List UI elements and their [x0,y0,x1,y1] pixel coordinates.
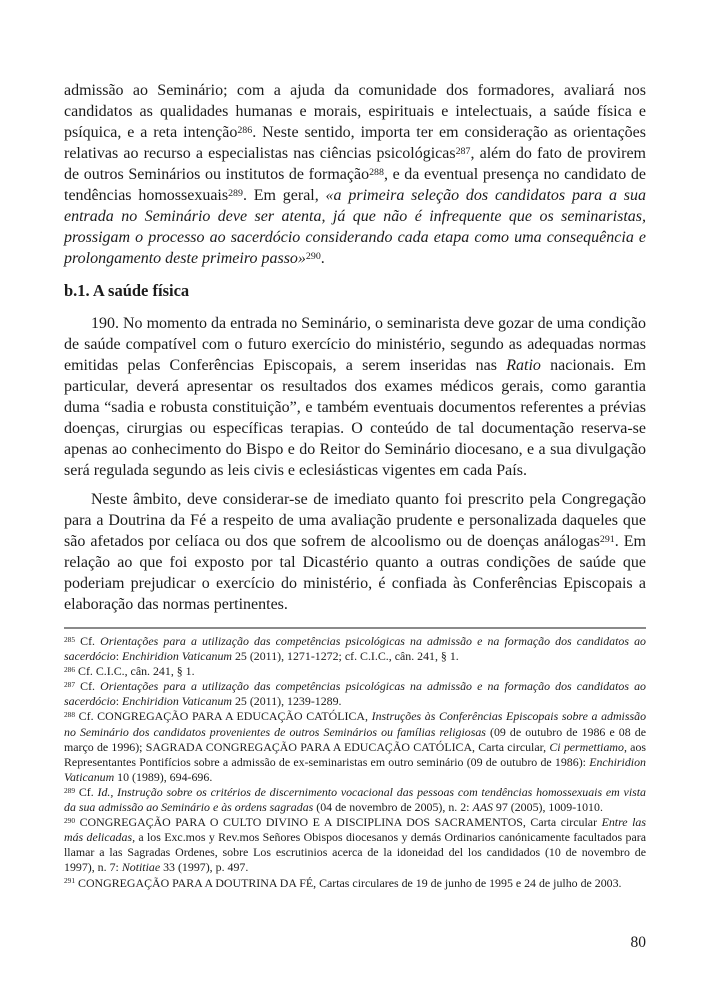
footnote-ref: 286 [237,124,253,136]
text-segment: Ratio [506,357,541,374]
text-segment: 33 (1997), p. 497. [160,860,249,875]
paragraph-neste-ambito [64,489,646,615]
paragraph-continuation [64,80,646,269]
text-segment: a los Exc.mos y Rev.mos Señores Obispos diocesanos y demás Ordinarios canónicamente facultados para llamar a las Sagradas Ordenes, sobre Los escrutinios acerca de la idoneidad del los candidados (10 de novembro de 1997), n. 7: [64,830,646,875]
footnote-ref: 290 [305,250,321,262]
footnote-ref: 286 [64,664,76,674]
text-segment: Cf. [75,679,101,694]
text-segment: Neste âmbito, deve considerar-se de imediato quanto foi prescrito pela Congregação para a Doutrina da Fé a respeito de uma avaliação prudente e personalizada daqueles que são afetados por celíaca ou dos que sofrem de alcoolismo ou de doenças análogas [64,491,646,550]
section-heading: b.1. A saúde física [64,281,190,300]
footnote-ref: 288 [64,710,76,720]
footnote-285 [64,634,646,664]
text-segment: Id., Instrução sobre os critérios de discernimento vocacional das pessoas com tendências homossexuais em vista da sua admissão ao Seminário e às ordens sagradas [64,784,647,815]
text-segment: Enchiridion Vaticanum [122,649,232,664]
text-segment: Cf. CONGREGAÇÃO PARA A EDUCAÇÃO CATÓLICA, [75,709,372,724]
text-segment: 25 (2011), 1271-1272; cf. C.I.C., cân. 241, § 1. [232,649,459,664]
text-segment: AAS [472,800,493,815]
text-segment: Enchiridion Vaticanum [64,754,646,784]
footnote-289 [64,785,646,815]
text-segment: . Em geral, [242,187,326,204]
footnote-ref: 290 [64,815,76,825]
footnote-291 [64,876,646,891]
footnote-ref: 288 [369,166,384,178]
text-segment: Entre las más delicadas, [64,815,646,845]
text-segment: admissão ao Seminário; com a ajuda da comunidade dos formadores, avaliará nos candidatos as qualidades humanas e morais, espirituais e intelectuais, a saúde física e psíquica, e a reta intenção [64,82,646,141]
text-segment: Enchiridion Vaticanum [122,694,232,709]
text-segment: 97 (2005), 1009-1010. [492,800,603,815]
text-segment: «a primeira seleção dos candidatos para a sua entrada no Seminário deve ser atenta, já que não é infrequente que os seminaristas, prossigam o processo ao sacerdócio considerando cada etapa como uma consequência e prolongamento deste primeiro passo» [64,187,646,267]
paragraph-190 [64,313,646,481]
text-segment: , aos Representantes Pontifícios sobre a admissão de ex-seminaristas em outro seminário (09 de outubro de 1986): [64,739,647,769]
text-segment: : [115,694,123,709]
footnote-ref: 289 [228,187,243,199]
footnote-ref: 289 [64,785,76,795]
footnote-ref: 287 [455,145,471,157]
text-segment: . Em relação ao que foi exposto por tal Dicastério quanto a outras condições de saúde que poderiam prejudicar o exercício do ministério, é confiada às Conferências Episcopais a elaboração das normas pertinentes. [64,533,646,613]
text-segment: CONGREGAÇÃO PARA O CULTO DIVINO E A DISCIPLINA DOS SACRAMENTOS, Carta circular [75,815,602,830]
footnote-290 [64,815,646,875]
footnote-ref: 285 [64,634,76,644]
text-segment: Instruções às Conferências Episcopais sobre a admissão no Seminário dos candidatos provenientes de outros Seminários ou famílias religiosas [64,709,647,739]
text-segment: : [115,649,123,664]
text-segment: nacionais. Em particular, deverá apresentar os resultados dos exames médicos gerais, como garantia duma “sadia e robusta constituição”, e também eventuais documentos referentes a prévias doenças, cirurgias ou específicas terapias. O conteúdo de tal documentação reserva-se apenas ao conhecimento do Bispo e do Reitor do Seminário diocesano, e a sua divulgação será regulada segundo as leis civis e eclesiásticas vigentes em cada País. [64,357,647,479]
text-segment: Ci permettiamo [549,739,624,754]
text-segment: 190. No momento da entrada no Seminário, o seminarista deve gozar de uma condição de saúde compatível com o futuro exercício do ministério, segundo as adequadas normas emitidas pelas Conferências Episcopais, a serem inseridas nas [64,315,646,374]
text-segment: 10 (1989), 694-696. [114,769,213,784]
text-segment: Cf. [75,634,101,648]
footnote-286 [64,664,646,679]
text-segment: . [320,250,325,267]
text-segment: Orientações para a utilização das competências psicológicas na admissão e na formação dos candidatos ao sacerdócio [64,679,646,709]
text-segment: Orientações para a utilização das competências psicológicas na admissão e na formação dos candidatos ao sacerdócio [64,634,646,664]
text-block [64,80,646,891]
text-segment: Cf. C.I.C., cân. 241, § 1. [75,664,195,679]
footnote-ref: 291 [599,533,615,545]
text-segment: 25 (2011), 1239-1289. [232,694,342,709]
footnote-ref: 291 [64,876,76,886]
text-segment: Notitiae [121,860,161,875]
text-segment: Cf. [75,784,98,799]
text-segment: CONGREGAÇÃO PARA A DOUTRINA DA FÉ, Cartas circulares de 19 de junho de 1995 e 24 de julho de 2003. [75,875,622,890]
footnote-ref: 287 [64,679,76,689]
text-segment: , além do fato de provirem de outros Seminários ou institutos de formação [64,145,646,183]
footnote-288 [64,709,646,784]
footnotes-section [64,627,646,891]
footnote-287 [64,679,646,709]
text-segment: , e da eventual presença no candidato de tendências homossexuais [64,166,647,204]
text-segment: (04 de novembro de 2005), n. 2: [313,800,473,815]
text-segment: . Neste sentido, importa ter em consideração as orientações relativas ao recurso a especialistas nas ciências psicológicas [64,124,646,162]
text-segment: (09 de outubro de 1986 e 08 de março de 1996); SAGRADA CONGREGAÇÃO PARA A EDUCAÇÃO CATÓLICA, Carta circular, [64,724,646,754]
page-number: 80 [630,934,646,951]
